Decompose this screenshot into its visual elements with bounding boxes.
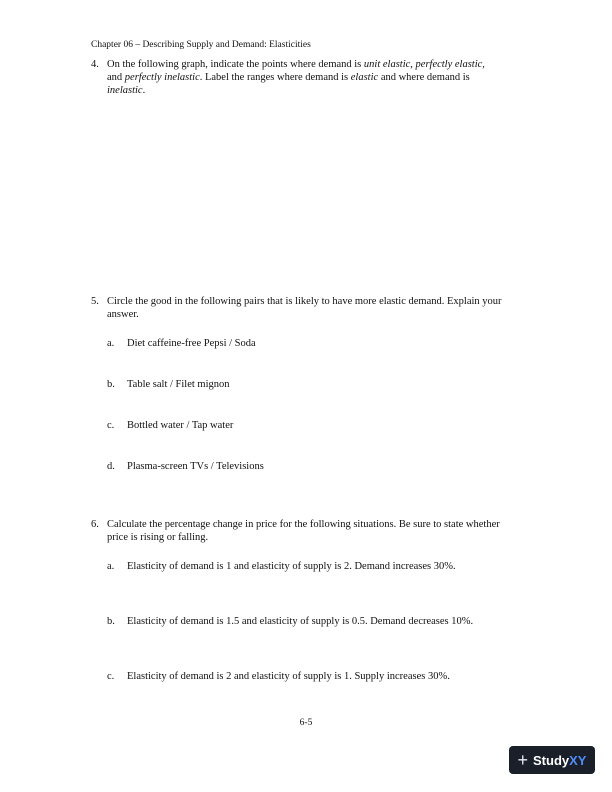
question-line: Calculate the percentage change in price for the following situations. Be sure to state whether [107, 519, 500, 530]
item-text: Elasticity of demand is 2 and elasticity of supply is 1. Supply increases 30%. [127, 671, 450, 682]
plus-icon: + [517, 750, 529, 770]
question-number: 6. [91, 519, 99, 530]
page-number: 6-5 [299, 718, 313, 728]
item-text: Bottled water / Tap water [127, 420, 234, 431]
item-text: Elasticity of demand is 1.5 and elasticity of supply is 0.5. Demand decreases 10%. [127, 616, 474, 627]
item-text: Table salt / Filet mignon [127, 379, 230, 390]
item-letter: a. [107, 338, 115, 349]
question-text [107, 295, 547, 321]
question-line: On the following graph, indicate the points where demand is unit elastic, perfectly elastic, [107, 59, 485, 70]
chapter-header: Chapter 06 – Describing Supply and Demand: Elasticities [91, 40, 311, 50]
question-line: inelastic. [107, 85, 146, 96]
item-letter: d. [107, 461, 115, 472]
graph-placeholder [105, 104, 535, 284]
item-letter: b. [107, 616, 115, 627]
question-number: 4. [91, 59, 99, 70]
brand-name: StudyXY [533, 752, 587, 768]
question-text [107, 58, 547, 97]
item-text: Plasma-screen TVs / Televisions [127, 461, 264, 472]
question-number: 5. [91, 296, 99, 307]
question-text [107, 518, 547, 544]
question-line: Circle the good in the following pairs that is likely to have more elastic demand. Explain your [107, 296, 502, 307]
item-letter: b. [107, 379, 115, 390]
question-line: answer. [107, 309, 139, 320]
item-text: Elasticity of demand is 1 and elasticity of supply is 2. Demand increases 30%. [127, 561, 456, 572]
studyxy-badge[interactable] [509, 746, 595, 774]
question-line: and perfectly inelastic. Label the ranges where demand is elastic and where demand is [107, 72, 470, 83]
question-line: price is rising or falling. [107, 532, 209, 543]
item-text: Diet caffeine-free Pepsi / Soda [127, 338, 256, 349]
item-letter: a. [107, 561, 115, 572]
item-letter: c. [107, 420, 115, 431]
item-letter: c. [107, 671, 115, 682]
